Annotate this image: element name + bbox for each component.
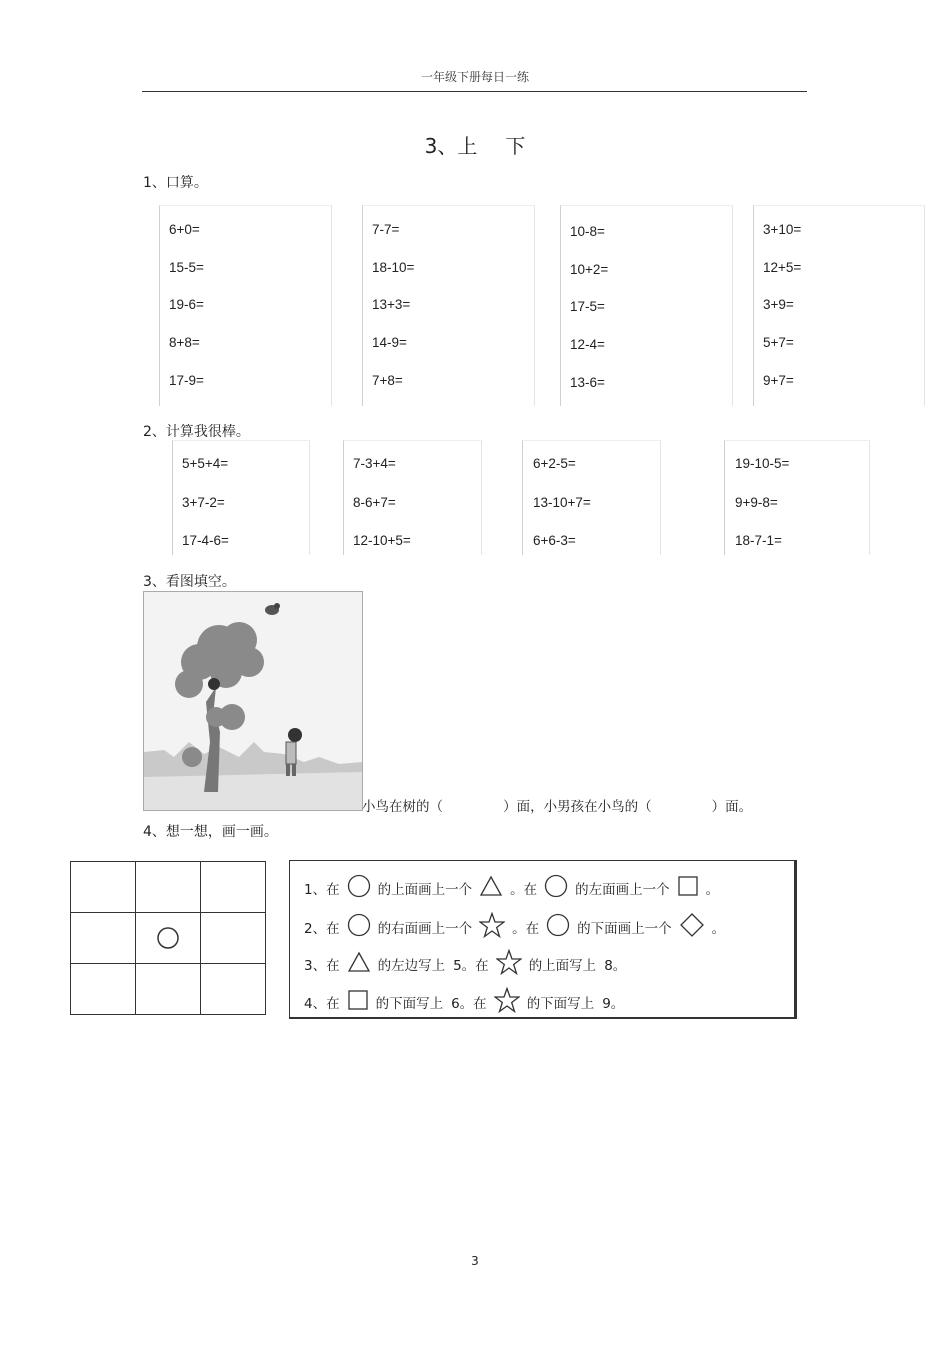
calc-item: 5+5+4= — [182, 456, 229, 471]
circle-icon — [347, 874, 371, 902]
oral-calc-item: 17-5= — [570, 299, 605, 314]
oral-calc-item: 10+2= — [570, 262, 609, 277]
circle-icon — [544, 874, 568, 902]
circle-icon — [156, 926, 180, 950]
instruction-text: 的下面画上一个 — [577, 921, 672, 937]
star-icon — [496, 949, 522, 979]
circle-icon — [546, 913, 570, 941]
instruction-row — [300, 874, 723, 902]
instruction-text: 2、在 — [304, 921, 340, 937]
instruction-text: 的左边写上 — [377, 958, 446, 974]
circle-icon — [347, 913, 371, 941]
grid-cell[interactable] — [136, 964, 201, 1015]
grid-cell[interactable] — [71, 862, 136, 913]
oral-calc-item: 9+7= — [763, 373, 794, 388]
instruction-row — [300, 912, 729, 942]
oral-calc-item: 5+7= — [763, 335, 794, 350]
calc-item: 3+7-2= — [182, 495, 225, 510]
instruction-text: 3、在 — [304, 958, 340, 974]
square-icon — [347, 989, 369, 1015]
instruction-text: 6。在 — [451, 996, 487, 1012]
instruction-text: 4、在 — [304, 996, 340, 1012]
grid-cell[interactable] — [201, 862, 266, 913]
calc-item: 7-3+4= — [353, 456, 396, 471]
calc-item: 6+6-3= — [533, 533, 576, 548]
oral-calc-item: 6+0= — [169, 222, 200, 237]
calc-item: 8-6+7= — [353, 495, 396, 510]
calc-item: 6+2-5= — [533, 456, 576, 471]
instruction-text: 1、在 — [304, 882, 340, 898]
triangle-icon — [479, 875, 503, 901]
square-icon — [677, 875, 699, 901]
instruction-text: 的下面写上 — [375, 996, 444, 1012]
instruction-text: 的上面写上 — [528, 958, 597, 974]
grid-cell[interactable] — [71, 913, 136, 964]
section3-heading: 3、看图填空。 — [143, 574, 236, 590]
instruction-row — [300, 987, 628, 1017]
diamond-icon — [679, 912, 705, 942]
oral-calc-item: 14-9= — [372, 335, 407, 350]
instruction-text: 的下面写上 — [526, 996, 595, 1012]
instruction-text: 。 — [705, 882, 720, 898]
oral-calc-item: 3+10= — [763, 222, 802, 237]
triangle-icon — [347, 951, 371, 977]
star-icon — [479, 912, 505, 942]
grid-cell[interactable] — [201, 913, 266, 964]
grid-cell[interactable] — [71, 964, 136, 1015]
drawing-grid — [70, 861, 266, 1015]
calc-item: 18-7-1= — [735, 533, 782, 548]
header-rule — [142, 91, 807, 92]
oral-calc-item: 12+5= — [763, 260, 802, 275]
oral-calc-item: 15-5= — [169, 260, 204, 275]
page-title — [0, 130, 950, 159]
instruction-row — [300, 949, 630, 979]
instruction-text: 。在 — [510, 882, 538, 898]
oral-calc-item: 10-8= — [570, 224, 605, 239]
page-header: 一年级下册每日一练 — [420, 70, 529, 84]
grid-cell[interactable] — [201, 964, 266, 1015]
oral-calc-item: 17-9= — [169, 373, 204, 388]
instruction-text: 的上面画上一个 — [377, 882, 473, 898]
instruction-text: 。 — [711, 921, 726, 937]
title-second: 下 — [505, 134, 526, 158]
oral-calc-item: 18-10= — [372, 260, 415, 275]
title-number: 3、上 — [424, 134, 478, 158]
section4-heading: 4、想一想，画一画。 — [143, 824, 278, 840]
oral-calc-item: 3+9= — [763, 297, 794, 312]
page-number: 3 — [471, 1254, 479, 1268]
calc-item: 12-10+5= — [353, 533, 411, 548]
instruction-text: 5。在 — [453, 958, 489, 974]
calc-item: 13-10+7= — [533, 495, 591, 510]
star-icon — [494, 987, 520, 1017]
grid-cell[interactable] — [136, 862, 201, 913]
oral-calc-item: 12-4= — [570, 337, 605, 352]
instruction-text: 的左面画上一个 — [575, 882, 670, 898]
instruction-text: 9。 — [602, 996, 625, 1012]
section1-heading: 1、口算。 — [143, 175, 208, 191]
oral-calc-item: 13-6= — [570, 375, 605, 390]
oral-calc-item: 13+3= — [372, 297, 411, 312]
calc-item: 17-4-6= — [182, 533, 229, 548]
instruction-text: 。在 — [512, 921, 540, 937]
grid-cell-center[interactable] — [136, 913, 201, 964]
oral-calc-item: 7+8= — [372, 373, 403, 388]
instruction-text: 的右面画上一个 — [377, 921, 473, 937]
tree-bird-boy-picture — [143, 591, 363, 811]
section2-heading: 2、计算我很棒。 — [143, 424, 250, 440]
oral-calc-item: 19-6= — [169, 297, 204, 312]
instruction-box — [289, 860, 797, 1019]
calc-item: 9+9-8= — [735, 495, 778, 510]
fill-blank-sentence: 小鸟在树的（ ）面，小男孩在小鸟的（ ）面。 — [362, 799, 753, 815]
instruction-text: 8。 — [604, 958, 627, 974]
oral-calc-item: 8+8= — [169, 335, 200, 350]
calc-item: 19-10-5= — [735, 456, 790, 471]
oral-calc-item: 7-7= — [372, 222, 400, 237]
